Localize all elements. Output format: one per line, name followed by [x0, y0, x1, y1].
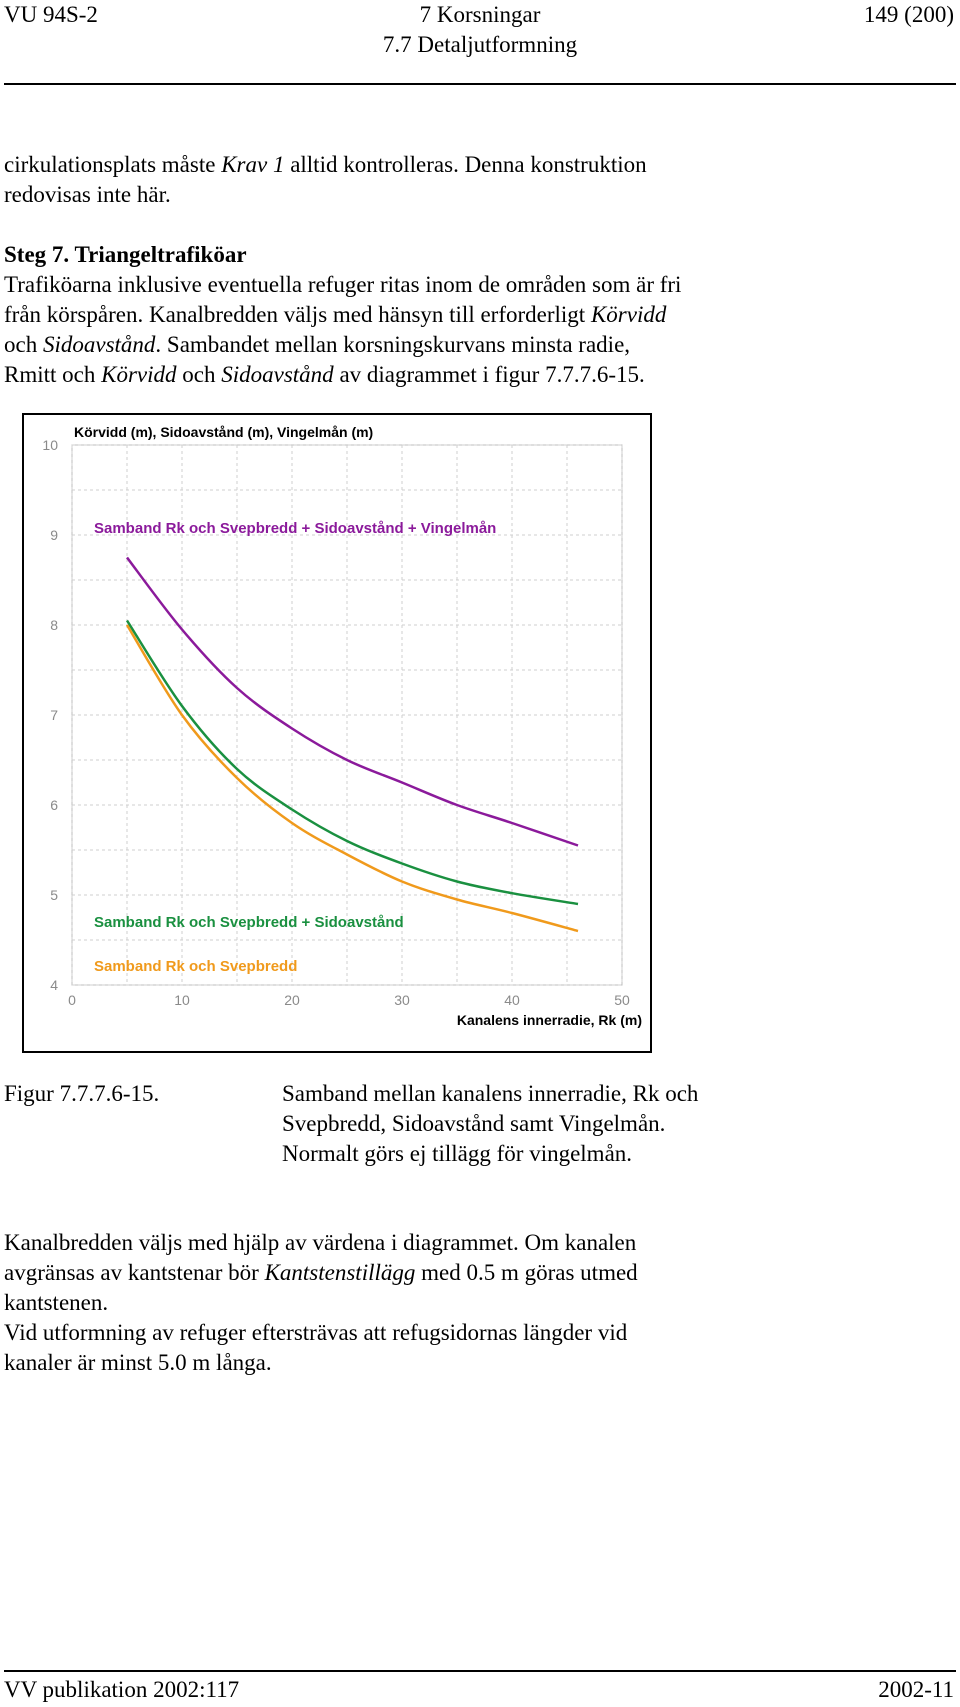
step7-section	[4, 240, 904, 390]
step7-text: och	[176, 362, 222, 387]
intro-text: cirkulationsplats måste	[4, 152, 222, 177]
after-line-1: Kanalbredden väljs med hjälp av värdena i diagrammet. Om kanalen	[4, 1230, 637, 1255]
x-tick-label: 40	[504, 992, 520, 1008]
step7-heading: Steg 7. Triangeltrafiköar	[4, 242, 247, 267]
y-tick-label: 9	[50, 527, 58, 543]
step7-text: från körspåren. Kanalbredden väljs med hänsyn till erforderligt	[4, 302, 591, 327]
intro-italic: Krav 1	[221, 152, 285, 177]
after-line-2	[4, 1258, 904, 1288]
series-label-vingelman: Samband Rk och Svepbredd + Sidoavstånd + Vingelmån	[94, 520, 497, 537]
intro-text: alltid kontrolleras. Denna konstruktion	[284, 152, 647, 177]
after-line-3: kantstenen.	[4, 1290, 109, 1315]
caption-line-2: Svepbredd, Sidoavstånd samt Vingelmån.	[282, 1111, 666, 1136]
x-tick-label: 10	[174, 992, 190, 1008]
chart-svg	[24, 415, 650, 1051]
step7-line-4	[4, 360, 904, 390]
y-tick-label: 5	[50, 887, 58, 903]
after-italic: Kantstenstillägg	[264, 1260, 416, 1285]
header-rule	[4, 83, 956, 85]
step7-line-1: Trafiköarna inklusive eventuella refuger ritas inom de områden som är fri	[4, 272, 682, 297]
y-tick-label: 8	[50, 617, 58, 633]
step7-italic: Körvidd	[101, 362, 177, 387]
after-paragraph	[4, 1228, 904, 1378]
header-chapter-title: 7 Korsningar	[419, 2, 541, 27]
after-line-5: kanaler är minst 5.0 m långa.	[4, 1350, 272, 1375]
after-text: avgränsas av kantstenar bör	[4, 1260, 265, 1285]
caption-line-3: Normalt görs ej tillägg för vingelmån.	[282, 1141, 633, 1166]
after-text: med 0.5 m göras utmed	[415, 1260, 638, 1285]
step7-text: . Sambandet mellan korsningskurvans minsta radie,	[155, 332, 631, 357]
series-label-sidoavstand: Samband Rk och Svepbredd + Sidoavstånd	[94, 914, 404, 931]
figure-frame	[22, 413, 652, 1053]
footer-publication: VV publikation 2002:117	[4, 1677, 240, 1702]
step7-italic: Sidoavstånd	[42, 332, 156, 357]
step7-text: och	[4, 332, 43, 357]
y-tick-label: 6	[50, 797, 58, 813]
series-label-svepbredd: Samband Rk och Svepbredd	[94, 958, 298, 975]
intro-line-2: redovisas inte här.	[4, 182, 171, 207]
caption-line-1: Samband mellan kanalens innerradie, Rk och	[282, 1081, 699, 1106]
y-tick-label: 7	[50, 707, 58, 723]
step7-italic: Körvidd	[590, 302, 667, 327]
intro-line-1	[4, 150, 904, 180]
step7-italic: Sidoavstånd	[221, 362, 334, 387]
x-tick-label: 0	[68, 992, 76, 1008]
step7-text: Rmitt och	[4, 362, 102, 387]
footer-date: 2002-11	[878, 1677, 954, 1702]
x-tick-label: 50	[614, 992, 630, 1008]
x-tick-label: 20	[284, 992, 300, 1008]
header-section-title: 7.7 Detaljutformning	[382, 32, 578, 57]
figure-caption-label: Figur 7.7.7.6-15.	[4, 1081, 160, 1106]
header-doc-id: VU 94S-2	[4, 2, 98, 27]
figure-caption-text	[282, 1079, 698, 1169]
x-tick-label: 30	[394, 992, 410, 1008]
step7-line-2	[4, 300, 904, 330]
after-line-4: Vid utformning av refuger eftersträvas att refugsidornas längder vid	[4, 1320, 628, 1345]
chart-xlabel: Kanalens innerradie, Rk (m)	[456, 1012, 642, 1028]
chart-ylabel: Körvidd (m), Sidoavstånd (m), Vingelmån (m)	[74, 424, 374, 440]
footer-rule	[4, 1670, 956, 1672]
intro-paragraph	[4, 150, 904, 210]
step7-line-3	[4, 330, 904, 360]
header-page-number: 149 (200)	[863, 2, 954, 27]
header-chapter	[0, 0, 960, 60]
step7-text: av diagrammet i figur 7.7.7.6-15.	[333, 362, 645, 387]
y-tick-label: 4	[50, 977, 58, 993]
y-tick-label: 10	[42, 437, 58, 453]
